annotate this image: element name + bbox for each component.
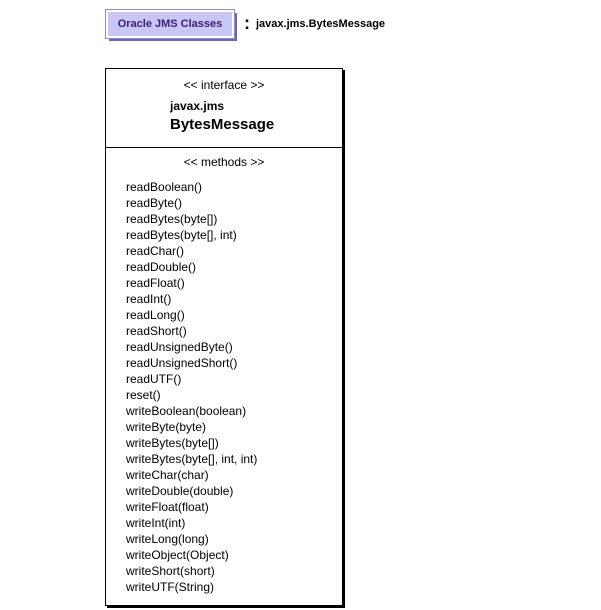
method-item: readBoolean(): [126, 180, 203, 194]
diagram-header: [106, 8, 385, 40]
package-name: javax.jms: [170, 99, 225, 113]
method-item: writeObject(Object): [126, 548, 229, 562]
methods-compartment: [106, 155, 342, 595]
method-item: readShort(): [126, 324, 187, 338]
oracle-jms-classes-link[interactable]: [106, 10, 234, 38]
method-item: readByte(): [126, 196, 183, 210]
method-item: writeShort(short): [126, 564, 215, 578]
method-item: readDouble(): [126, 260, 197, 274]
qualified-class-name: javax.jms.BytesMessage: [256, 18, 386, 30]
method-item: readUnsignedByte(): [126, 340, 233, 354]
uml-class-box: [105, 68, 343, 606]
method-item: readLong(): [126, 308, 185, 322]
class-name: BytesMessage: [170, 116, 275, 133]
method-item: writeBytes(byte[], int, int): [126, 452, 258, 466]
method-item: writeFloat(float): [126, 500, 209, 514]
method-item: writeDouble(double): [126, 484, 234, 498]
method-item: writeUTF(String): [126, 580, 215, 594]
method-item: writeChar(char): [126, 468, 209, 482]
method-item: writeBoolean(boolean): [126, 404, 247, 418]
method-item: readFloat(): [126, 276, 185, 290]
method-item: readBytes(byte[], int): [126, 228, 237, 242]
method-item: writeBytes(byte[]): [126, 436, 219, 450]
method-item: readUnsignedShort(): [126, 356, 238, 370]
badge-label: Oracle JMS Classes: [117, 18, 223, 30]
class-header-compartment: [106, 69, 342, 148]
method-item: writeInt(int): [126, 516, 186, 530]
method-item: writeByte(byte): [126, 420, 207, 434]
interface-stereotype: << interface >>: [183, 78, 265, 92]
method-item: readUTF(): [126, 372, 182, 386]
method-item: reset(): [126, 388, 161, 402]
method-item: readInt(): [126, 292, 172, 306]
method-item: writeLong(long): [126, 532, 209, 546]
method-list: [126, 179, 342, 595]
methods-stereotype: << methods >>: [183, 155, 265, 169]
header-separator: :: [244, 13, 250, 33]
method-item: readBytes(byte[]): [126, 212, 218, 226]
method-item: readChar(): [126, 244, 185, 258]
